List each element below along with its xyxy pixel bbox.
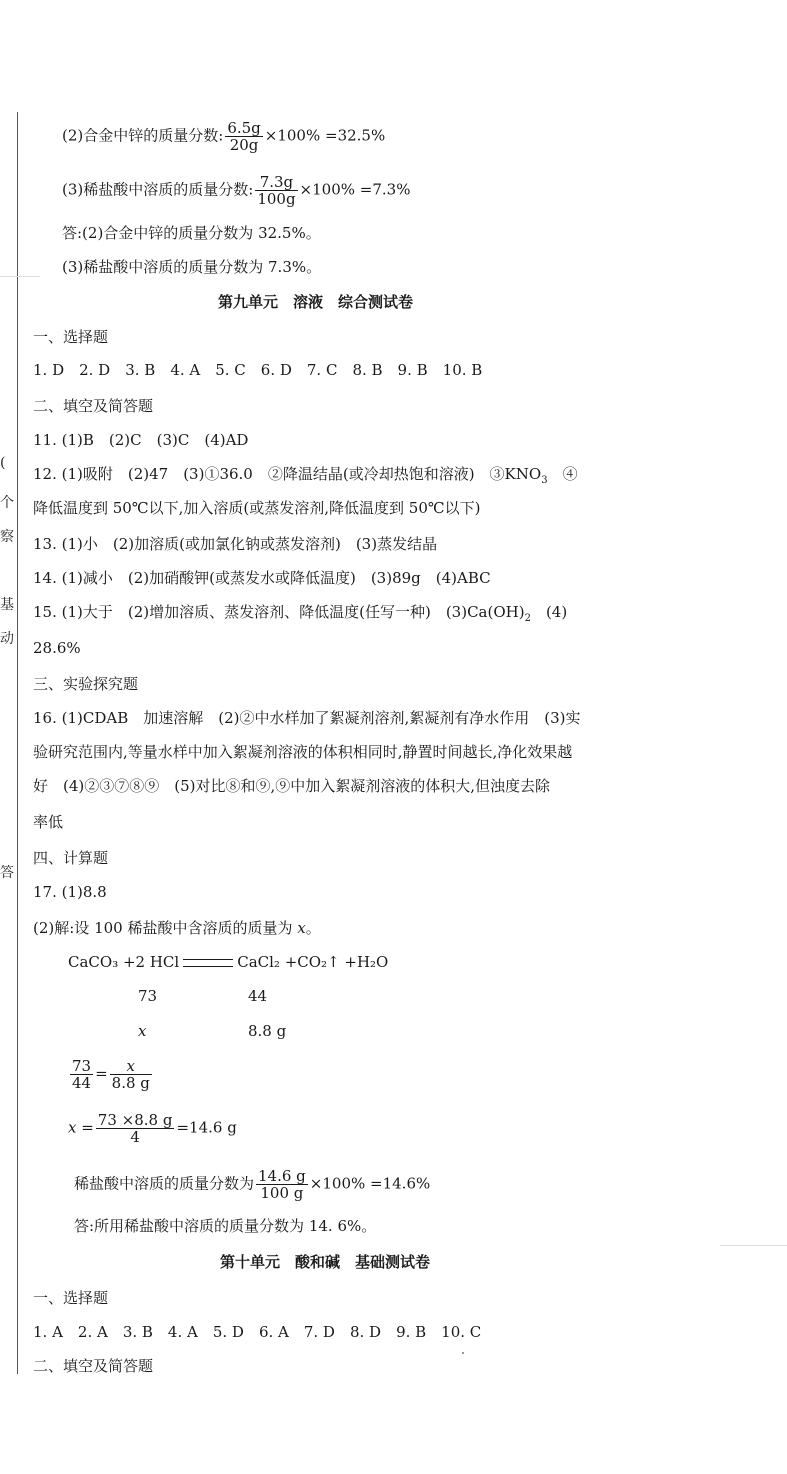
denominator: 8.8 g — [111, 1074, 150, 1092]
answer-key-line: 1. D 2. D 3. B 4. A 5. C 6. D 7. C 8. B 9. B 10. B — [33, 361, 483, 379]
answer-text: (4) — [530, 603, 568, 621]
zinc-numerator: 6.5g — [227, 119, 261, 137]
known-mass: 8.8 g — [248, 1022, 287, 1040]
scan-speck — [462, 1352, 464, 1354]
answer-line: 答:(2)合金中锌的质量分数为 32.5%。 — [62, 224, 321, 242]
margin-char: 答 — [0, 865, 14, 881]
margin-char: 基 — [0, 597, 14, 613]
solve-result: =14.6 g — [176, 1118, 237, 1137]
hcl-denominator: 100g — [257, 190, 296, 208]
ratio-left — [70, 1058, 93, 1091]
zinc-suffix: ×100% =32.5% — [264, 126, 386, 145]
margin-char: 动 — [0, 631, 14, 647]
margin-rule — [17, 112, 18, 1374]
proportion — [68, 1058, 154, 1091]
answer-line: 14. (1)减小 (2)加硝酸钾(或蒸发水或降低温度) (3)89g (4)ABC — [33, 569, 491, 587]
solve-line — [68, 1112, 237, 1145]
fraction-suffix: ×100% =14.6% — [309, 1174, 431, 1193]
answer-line: 17. (1)8.8 — [33, 883, 107, 901]
section-heading: 四、计算题 — [33, 849, 109, 867]
equals-sign: = — [95, 1064, 108, 1083]
solve-lhs: x = — [68, 1118, 94, 1137]
answer-line: 率低 — [33, 813, 64, 831]
section-heading: 二、填空及简答题 — [33, 1357, 154, 1375]
numerator: x — [110, 1058, 152, 1075]
answer-key-line: 1. A 2. A 3. B 4. A 5. D 6. A 7. D 8. D 9. B 10. C — [33, 1323, 482, 1341]
answer-line: (3)稀盐酸中溶质的质量分数为 7.3%。 — [62, 258, 322, 276]
section-heading: 二、填空及简答题 — [33, 397, 154, 415]
denominator: 4 — [130, 1128, 140, 1146]
variable: x — [297, 919, 306, 937]
answer-line — [33, 601, 567, 630]
molar-mass: 73 — [138, 987, 158, 1005]
section-heading: 三、实验探究题 — [33, 675, 139, 693]
section-title: 第十单元 酸和碱 基础测试卷 — [220, 1253, 431, 1271]
mass-fraction-line — [74, 1168, 430, 1201]
answer-line — [33, 463, 578, 492]
answer-line: 11. (1)B (2)C (3)C (4)AD — [33, 431, 249, 449]
answer-text: (2)解:设 100 稀盐酸中含溶质的质量为 — [33, 919, 298, 937]
margin-char: ( — [0, 455, 6, 471]
answer-line: 验研究范围内,等量水样中加入絮凝剂溶液的体积相同时,静置时间越长,净化效果越 — [33, 743, 573, 761]
answer-text: 12. (1)吸附 (2)47 (3)①36.0 ②降温结晶(或冷却热饱和溶液) ③KNO — [33, 465, 542, 483]
denominator: 44 — [72, 1074, 92, 1092]
equation-sign — [183, 959, 233, 967]
answer-line: 28.6% — [33, 639, 81, 657]
answer-text: ④ — [547, 465, 578, 483]
equation-reactants: CaCO₃ +2 HCl — [68, 953, 180, 971]
answer-line: 16. (1)CDAB 加速溶解 (2)②中水样加了絮凝剂溶剂,絮凝剂有净水作用 (3)实 — [33, 709, 581, 727]
denominator: 100 g — [260, 1184, 304, 1202]
answer-line — [33, 917, 321, 939]
zinc-prefix: (2)合金中锌的质量分数: — [62, 126, 224, 145]
solve-fraction — [96, 1112, 175, 1145]
zinc-denominator: 20g — [229, 136, 259, 154]
unknown-var: x — [138, 1022, 147, 1040]
answer-text: 15. (1)大于 (2)增加溶质、蒸发溶剂、降低温度(任写一种) (3)Ca(OH) — [33, 603, 525, 621]
hcl-suffix: ×100% =7.3% — [299, 180, 411, 199]
hcl-prefix: (3)稀盐酸中溶质的质量分数: — [62, 180, 254, 199]
fraction-prefix: 稀盐酸中溶质的质量分数为 — [74, 1174, 255, 1193]
answer-line: 答:所用稀盐酸中溶质的质量分数为 14. 6%。 — [74, 1217, 377, 1235]
section-heading: 一、选择题 — [33, 328, 109, 346]
hcl-numerator: 7.3g — [255, 174, 297, 191]
chemical-equation — [68, 951, 388, 973]
subscript: 3 — [541, 475, 548, 486]
ratio-right — [110, 1058, 152, 1091]
section-heading: 一、选择题 — [33, 1289, 109, 1307]
section-title: 第九单元 溶液 综合测试卷 — [218, 293, 414, 311]
mass-fraction — [256, 1168, 308, 1201]
answer-text: 。 — [305, 919, 321, 937]
zinc-fraction-line — [62, 120, 385, 153]
scan-shadow — [720, 1245, 787, 1246]
equation-products: CaCl₂ +CO₂↑ +H₂O — [237, 953, 389, 971]
hcl-fraction — [255, 174, 297, 207]
zinc-fraction — [225, 120, 262, 153]
answer-line: 降低温度到 50℃以下,加入溶质(或蒸发溶剂,降低温度到 50℃以下) — [33, 499, 481, 517]
molar-mass: 44 — [248, 987, 268, 1005]
answer-line: 好 (4)②③⑦⑧⑨ (5)对比⑧和⑨,⑨中加入絮凝剂溶液的体积大,但浊度去除 — [33, 777, 551, 795]
subscript: 2 — [524, 613, 531, 624]
scan-shadow — [0, 276, 40, 277]
margin-char: 个 — [0, 495, 14, 511]
margin-char: 察 — [0, 529, 14, 545]
hcl-fraction-line — [62, 174, 410, 207]
answer-line: 13. (1)小 (2)加溶质(或加氯化钠或蒸发溶剂) (3)蒸发结晶 — [33, 535, 438, 553]
numerator: 73 — [72, 1057, 92, 1075]
numerator: 73 ×8.8 g — [97, 1111, 173, 1129]
numerator: 14.6 g — [258, 1167, 306, 1185]
